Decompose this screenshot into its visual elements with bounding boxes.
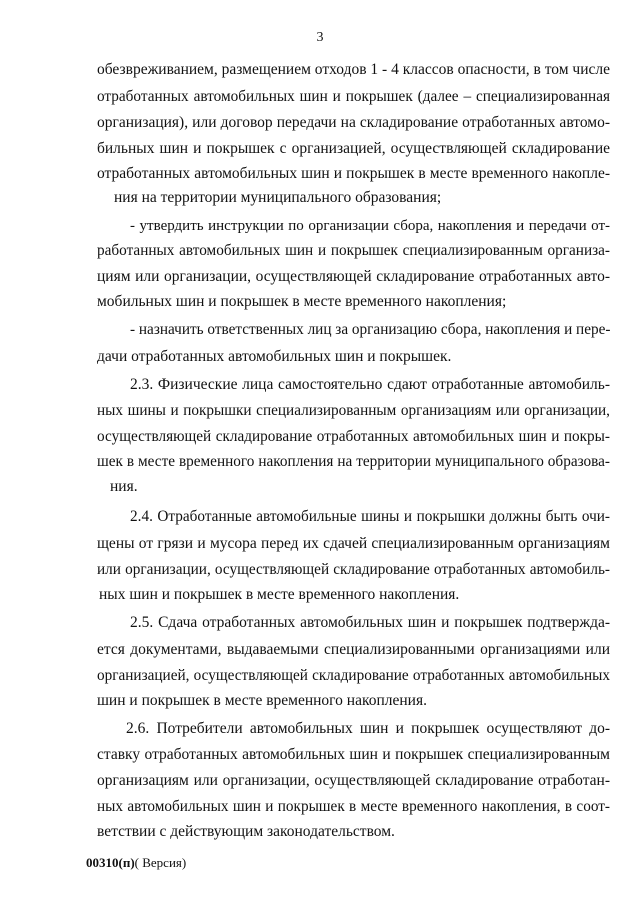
text-line: работанных автомобильных шин и покрышек специализированным организа- (97, 242, 610, 259)
text-line: организациям или организации, осуществляющей складирование отработан- (97, 772, 610, 789)
text-line: организация), или договор передачи на складирование отработанных автомо- (97, 114, 610, 131)
page-number: 3 (316, 30, 324, 45)
text-line: циям или организации, осуществляющей складирование отработанных авто- (97, 268, 610, 285)
text-line: осуществляющей складирование отработанных автомобильных шин и покры- (97, 428, 610, 445)
text-line: 2.6. Потребители автомобильных шин и покрышек осуществляют до- (126, 720, 610, 737)
text-line: или организации, осуществляющей складирование отработанных автомобиль- (97, 561, 610, 578)
footer-code: 00310(п) (86, 855, 135, 870)
text-line: ставку отработанных автомобильных шин и покрышек специализированным (97, 746, 610, 763)
text-line: ных шины и покрышки специализированным организациям или организации, (97, 402, 610, 419)
text-line: ния. (110, 478, 138, 495)
text-line: ветствии с действующим законодательством. (97, 823, 395, 840)
text-line: мобильных шин и покрышек в месте временного накопления; (97, 293, 507, 310)
text-line: 2.3. Физические лица самостоятельно сдают отработанные автомобиль- (130, 376, 610, 393)
text-line: ния на территории муниципального образования; (114, 189, 442, 206)
text-line: отработанных автомобильных шин и покрышек (далее – специализированная (97, 88, 610, 105)
footer-version: ( Версия) (134, 855, 187, 870)
footer-version-code (86, 855, 186, 871)
text-line: дачи отработанных автомобильных шин и покрышек. (97, 348, 452, 365)
text-line: обезвреживанием, размещением отходов 1 - 4 классов опасности, в том числе (97, 61, 610, 78)
text-line: бильных шин и покрышек с организацией, осуществляющей складирование (97, 140, 610, 157)
text-line: 2.4. Отработанные автомобильные шины и покрышки должны быть очи- (130, 508, 610, 525)
text-line: шин и покрышек в месте временного накопления. (97, 692, 427, 709)
text-line: щены от грязи и мусора перед их сдачей специализированным организациям (97, 535, 610, 552)
text-line: 2.5. Сдача отработанных автомобильных шин и покрышек подтвержда- (130, 614, 610, 631)
text-line: отработанных автомобильных шин и покрышек в месте временного накопле- (97, 165, 610, 182)
text-line: - назначить ответственных лиц за организацию сбора, накопления и пере- (130, 321, 611, 338)
text-line: ется документами, выдаваемыми специализированными организациями или (97, 641, 610, 658)
text-line: шек в месте временного накопления на территории муниципального образова- (97, 453, 610, 470)
text-line: ных шин и покрышек в месте временного накопления. (99, 586, 460, 603)
text-line: - утвердить инструкции по организации сбора, накопления и передачи от- (130, 218, 610, 234)
text-line: ных автомобильных шин и покрышек в месте временного накопления, в соот- (97, 798, 610, 815)
text-line: организацией, осуществляющей складирование отработанных автомобильных (97, 667, 610, 684)
